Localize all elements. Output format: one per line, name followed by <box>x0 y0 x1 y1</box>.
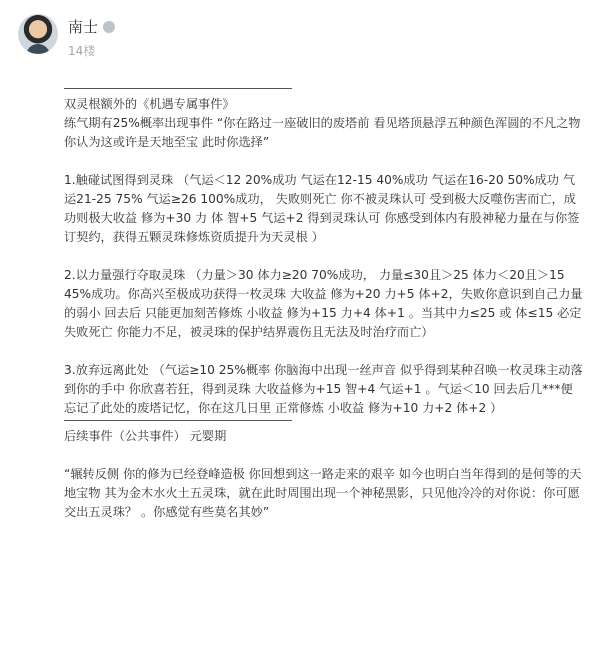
option-3: 3.放弃远离此处 （气运≥10 25%概率 你脑海中出现一丝声音 似乎得到某种召唤一枚灵珠主动落到你的手中 你欣喜若狂，得到灵珠 大收益修为+15 智+4 气运+1 。气运＜10 回去后几***便忘记了此处的废塔记忆，你在这几日里 正常修炼 小收益 修为+10 力+2 体+2 ） <box>64 363 583 415</box>
option-2: 2.以力量强行夺取灵珠 （力量＞30 体力≥20 70%成功， 力量≤30且＞25 体力＜20且＞15 45%成功。你高兴至极成功获得一枚灵珠 大收益 修为+20 力+5 体+2，失败你意识到自己力量的弱小 回去后 只能更加刻苦修炼 小收益 修为+15 力+4 体+1 。当其中力≤25 或 体≤15 必定失败死亡 你能力不足，被灵珠的保护结界震伤且无法及时治疗而亡） <box>64 268 583 339</box>
user-badge-icon <box>103 21 115 33</box>
avatar[interactable] <box>18 14 58 54</box>
bottom-divider <box>64 420 292 421</box>
post-content <box>64 88 584 522</box>
followup-text: “辗转反侧 你的修为已经登峰造极 你回想到这一路走来的艰辛 如今也明白当年得到的是何等的天地宝物 其为金木水火土五灵珠，就在此时周围出现一个神秘黑影，只见他冷冷的对你说：你可愿交出五灵珠？ 。你感觉有些莫名其妙” <box>64 467 582 519</box>
spacer <box>64 342 584 361</box>
post-header <box>18 14 578 64</box>
top-divider <box>64 88 292 89</box>
avatar-figure <box>26 44 50 54</box>
event-title: 双灵根额外的《机遇专属事件》 <box>64 97 235 111</box>
event-intro: 练气期有25%概率出现事件 “你在路过一座破旧的废塔前 看见塔顶悬浮五种颜色浑圆的不凡之物 你认为这或许是天地至宝 此时你选择” <box>64 116 581 149</box>
floor-number: 14楼 <box>68 44 96 58</box>
option-1: 1.触碰试图得到灵珠 （气运＜12 20%成功 气运在12-15 40%成功 气运在16-20 50%成功 气运21-25 75% 气运≥26 100%成功， 失败则死亡 你不被灵珠认可 受到极大反噬伤害而亡，成功则极大收益 修为+30 力 体 智+5 气运+2 得到灵珠认可 你感受到体内有股神秘力量在与你签订契约，获得五颗灵珠修炼资质提升为天灵根 ） <box>64 173 580 244</box>
username-row <box>68 16 115 37</box>
spacer <box>64 152 584 171</box>
followup-title: 后续事件（公共事件） 元婴期 <box>64 429 227 443</box>
spacer <box>64 446 584 465</box>
spacer <box>64 247 584 266</box>
username[interactable]: 南士 <box>68 18 99 36</box>
